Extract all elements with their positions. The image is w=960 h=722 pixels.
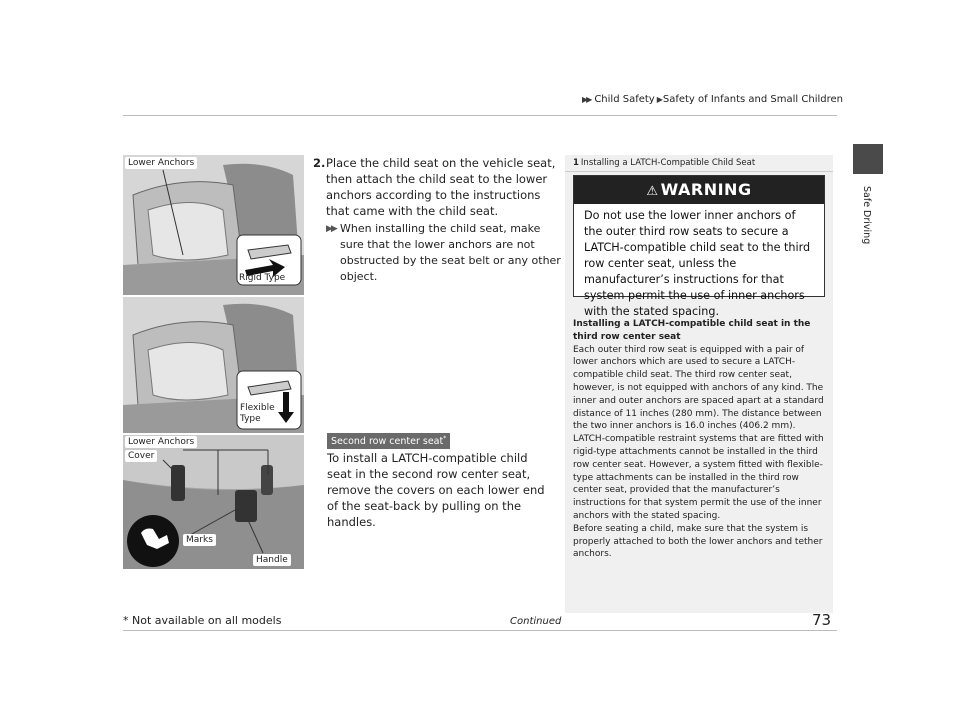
warning-icon: ⚠ (646, 184, 659, 199)
arrow-icon: ▶ (656, 95, 661, 104)
label-lower-anchors-2: Lower Anchors (125, 436, 197, 448)
section-tab-label[interactable]: Safe Driving (861, 186, 872, 245)
label-handle: Handle (253, 554, 291, 566)
warning-title-bar: ⚠ WARNING (574, 176, 824, 204)
model-tag: Second row center seat* (327, 433, 450, 449)
seat-illustration-icon (123, 297, 304, 433)
breadcrumb (582, 94, 843, 105)
label-cover: Cover (125, 450, 157, 462)
panel-body (573, 318, 829, 561)
step-subnote-text: When installing the child seat, make sure that the lower anchors are not obstructed by the seat belt or any other object. (340, 222, 561, 283)
step-number: 2. (313, 156, 326, 170)
illustration-rigid-type (123, 155, 304, 295)
double-arrow-icon: ▶▶ (582, 95, 591, 104)
page-number: 73 (812, 611, 832, 629)
step-2 (313, 155, 561, 285)
warning-text: Do not use the lower inner anchors of the outer third row seats to secure a LATCH-compatible child seat to the third row center seat, unless the manufacturer’s instructions for that system permit the use of inner anchors with the stated spacing. (584, 209, 811, 318)
panel-heading: 1 Installing a LATCH-Compatible Child Seat (565, 155, 833, 172)
panel-body-paragraph-1: Each outer third row seat is equipped with a pair of lower anchors which are used to secure a LATCH-compatible child seat. The third row center seat, however, is not equipped with anchors of any kind. The inner and outer anchors are spaced apart at a standard distance of 11 inches (280 mm). The distance between the two inner anchors is 16.0 inches (406.2 mm). (573, 344, 824, 432)
warning-box (573, 175, 825, 318)
footnote: * Not available on all models (123, 614, 282, 627)
label-marks: Marks (183, 534, 216, 546)
label-rigid-type: Rigid Type (239, 273, 286, 283)
step-subnote (313, 221, 561, 285)
note-panel (565, 155, 833, 613)
step-text: Place the child seat on the vehicle seat, then attach the child seat to the lower anchors according to the instructions that came with the child seat. (326, 156, 556, 218)
double-arrow-icon: ▶▶ (326, 224, 336, 234)
panel-body-heading: Installing a LATCH-compatible child seat in the third row center seat (573, 319, 811, 342)
illustration-flexible-type (123, 297, 304, 433)
breadcrumb-item-child-safety[interactable]: Child Safety (594, 94, 655, 105)
section-tab-marker (853, 144, 883, 174)
panel-body-paragraph-3: Before seating a child, make sure that the system is properly attached to both the lower anchors and tether anchors. (573, 523, 823, 560)
panel-body-paragraph-2: LATCH-compatible restraint systems that are fitted with rigid-type attachments cannot be installed in the third row center seat. However, a system fitted with flexible-type attachments can be installed in the third row center seat, provided that the manufacturer’s instructions for that system permit the use of the inner anchors with the stated spacing. (573, 434, 824, 521)
second-row-instructions: To install a LATCH-compatible child seat in the second row center seat, remove the covers on each lower end of the seat-back by pulling on the handles. (327, 451, 545, 529)
continued-label: Continued (510, 616, 562, 627)
label-flexible: Flexible (240, 403, 275, 413)
label-type: Type (240, 414, 261, 424)
illustration-second-row-center (123, 435, 304, 569)
footer-rule (123, 630, 837, 631)
breadcrumb-item-infants[interactable]: Safety of Infants and Small Children (662, 94, 843, 105)
header-rule (123, 115, 837, 116)
label-lower-anchors: Lower Anchors (125, 157, 197, 169)
